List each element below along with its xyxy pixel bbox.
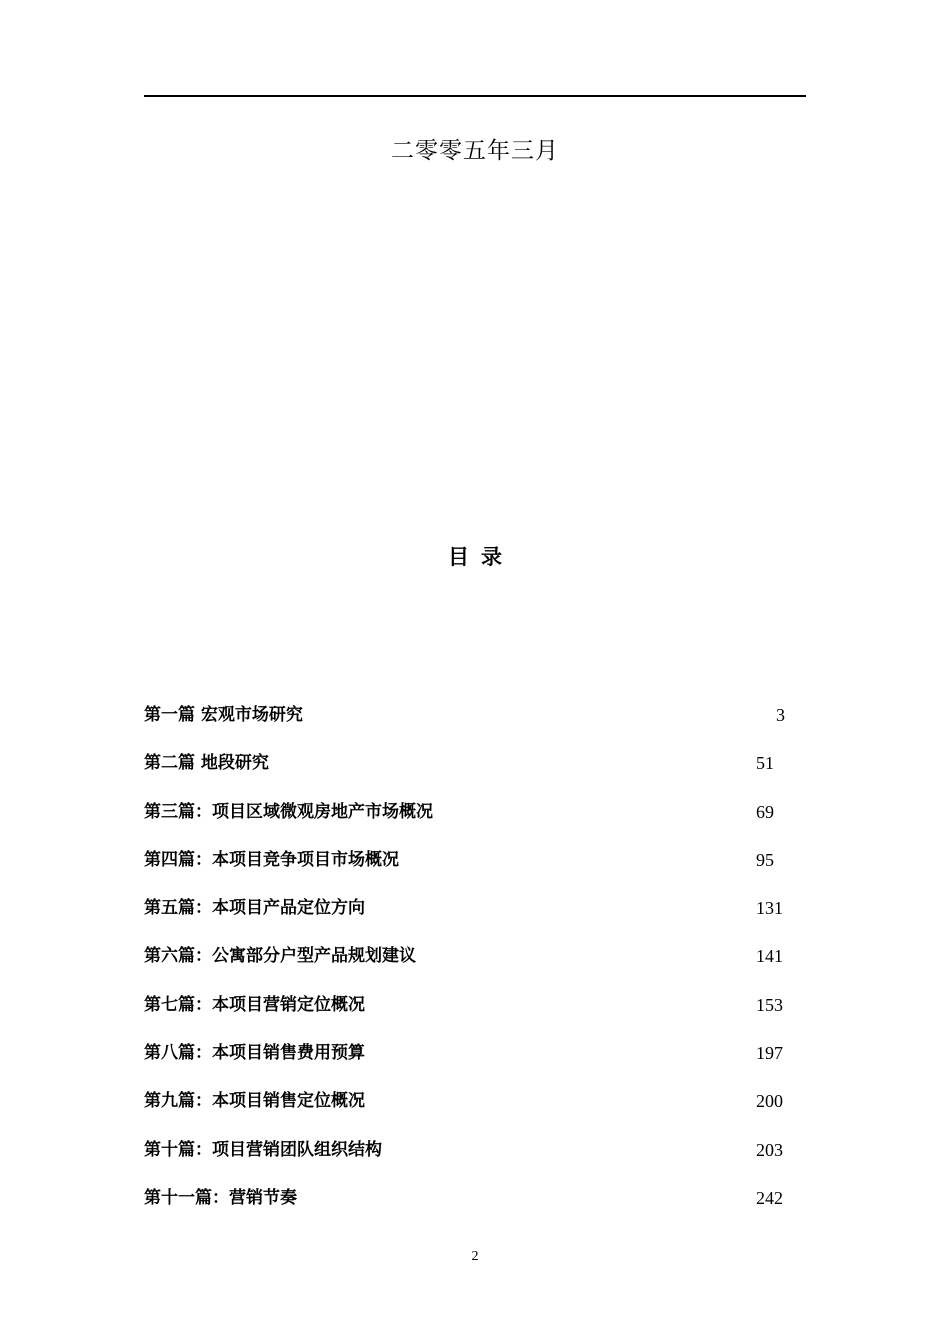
toc-entry-label: 第六篇：公寓部分户型产品规划建议	[144, 946, 416, 967]
toc-entry-label: 第八篇：本项目销售费用预算	[144, 1043, 365, 1064]
toc-entry-page: 200	[756, 1091, 783, 1112]
toc-entry-label: 第四篇：本项目竞争项目市场概况	[144, 849, 399, 870]
toc-entry-page: 3	[776, 705, 785, 725]
toc-list	[144, 699, 806, 1230]
toc-entry[interactable]	[144, 699, 806, 747]
toc-entry[interactable]	[144, 844, 806, 892]
toc-entry-page: 95	[756, 849, 774, 870]
toc-entry[interactable]	[144, 892, 806, 940]
toc-entry-page: 203	[756, 1139, 783, 1160]
toc-entry-label: 第七篇：本项目营销定位概况	[144, 994, 365, 1015]
toc-entry[interactable]	[144, 796, 806, 844]
toc-entry-page: 51	[756, 753, 774, 774]
toc-entry-page: 131	[756, 898, 783, 919]
toc-title	[0, 540, 950, 574]
toc-entry-page: 197	[756, 1043, 783, 1064]
toc-entry-label: 第九篇：本项目销售定位概况	[144, 1091, 365, 1112]
toc-entry[interactable]	[144, 1085, 806, 1133]
toc-entry-label: 第十一篇：营销节奏	[144, 1187, 297, 1208]
toc-entry[interactable]	[144, 1182, 806, 1230]
toc-entry-label: 第二篇 地段研究	[144, 753, 269, 774]
toc-entry-label: 第一篇 宏观市场研究	[144, 705, 303, 725]
toc-entry-label: 第十篇：项目营销团队组织结构	[144, 1139, 382, 1160]
header-rule	[144, 95, 806, 97]
toc-entry[interactable]	[144, 747, 806, 795]
toc-entry-label: 第五篇：本项目产品定位方向	[144, 898, 365, 919]
toc-entry[interactable]	[144, 1134, 806, 1182]
toc-entry[interactable]	[144, 940, 806, 988]
document-date: 二零零五年三月	[391, 138, 559, 164]
toc-entry[interactable]	[144, 1037, 806, 1085]
toc-entry-page: 141	[756, 946, 783, 967]
toc-title-char: 目	[448, 545, 469, 569]
page-number: 2	[471, 1249, 479, 1264]
toc-title-char: 录	[481, 545, 502, 569]
toc-entry[interactable]	[144, 989, 806, 1037]
toc-entry-page: 153	[756, 994, 783, 1015]
toc-entry-label: 第三篇：项目区域微观房地产市场概况	[144, 801, 433, 822]
toc-entry-page: 242	[756, 1187, 783, 1208]
toc-entry-page: 69	[756, 801, 774, 822]
